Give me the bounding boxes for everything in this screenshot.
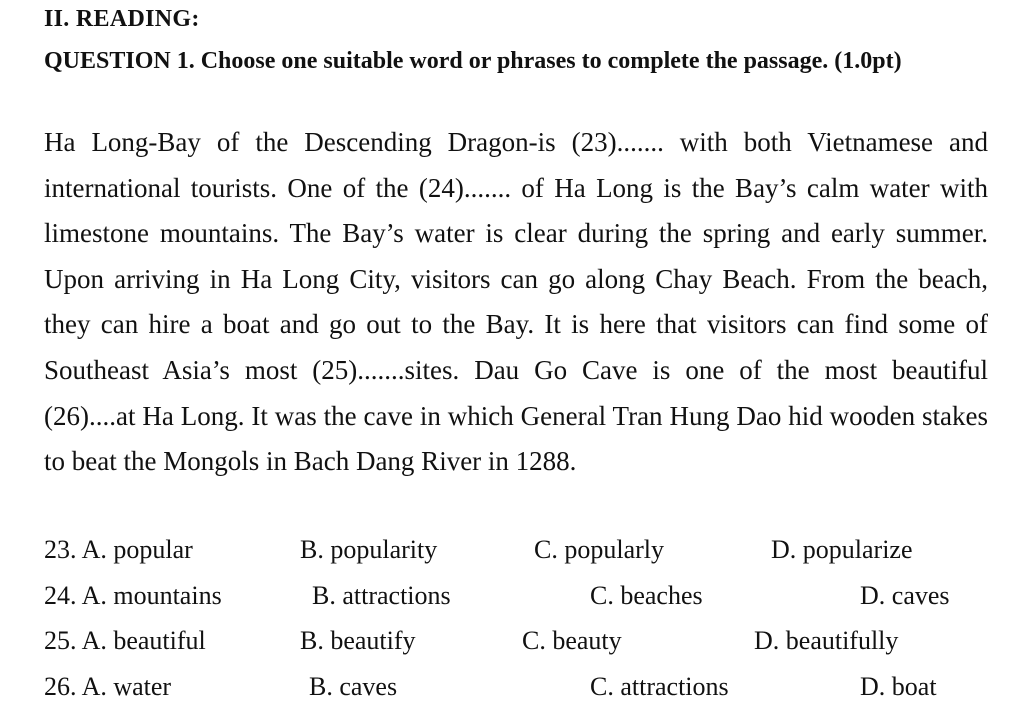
option-26-c: C. attractions xyxy=(590,671,729,701)
option-row-25 xyxy=(44,618,988,664)
option-row-23 xyxy=(44,527,988,573)
question-number: 25. xyxy=(44,626,77,656)
question-instruction: QUESTION 1. Choose one suitable word or phrases to complete the passage. (1.0pt) xyxy=(44,48,902,74)
option-row-24 xyxy=(44,573,988,619)
reading-passage: Ha Long-Bay of the Descending Dragon-is (23)....... with both Vietnamese and international tourists. One of the (24)....... of Ha Long is the Bay’s calm water with limestone mountains. The Bay’s water is clear during the spring and early summer. Upon arriving in Ha Long City, visitors can go along Chay Beach. From the beach, they can hire a boat and go out to the Bay. It is here that visitors can find some of Southeast Asia’s most (25).......sites. Dau Go Cave is one of the most beautiful (26)....at Ha Long. It was the cave in which General Tran Hung Dao hid wooden stakes to beat the Mongols in Bach Dang River in 1288. xyxy=(44,127,988,477)
option-24-a xyxy=(44,573,222,619)
question-number: 24. xyxy=(44,580,77,610)
answer-options xyxy=(44,527,988,709)
option-25-a xyxy=(44,618,206,664)
option-26-b: B. caves xyxy=(309,671,398,701)
option-25-d: D. beautifully xyxy=(754,626,899,656)
option-23-c: C. popularly xyxy=(534,535,664,564)
option-26-a xyxy=(44,664,171,709)
option-24-c: C. beaches xyxy=(590,580,703,610)
option-row-26 xyxy=(44,664,988,709)
option-23-d: D. popularize xyxy=(771,535,913,564)
option-25-c: C. beauty xyxy=(522,626,622,656)
question-number: 23. xyxy=(44,535,77,564)
option-23-b: B. popularity xyxy=(300,535,438,564)
option-text: A. mountains xyxy=(81,580,222,610)
option-24-d: D. caves xyxy=(860,580,950,610)
option-26-d: D. boat xyxy=(860,671,937,701)
option-text: A. popular xyxy=(81,535,193,564)
section-title: II. READING: xyxy=(44,6,200,32)
option-24-b: B. attractions xyxy=(312,580,451,610)
question-number: 26. xyxy=(44,671,77,701)
option-23-a xyxy=(44,527,193,573)
option-text: A. water xyxy=(81,671,172,701)
option-25-b: B. beautify xyxy=(300,626,416,656)
option-text: A. beautiful xyxy=(81,626,206,656)
